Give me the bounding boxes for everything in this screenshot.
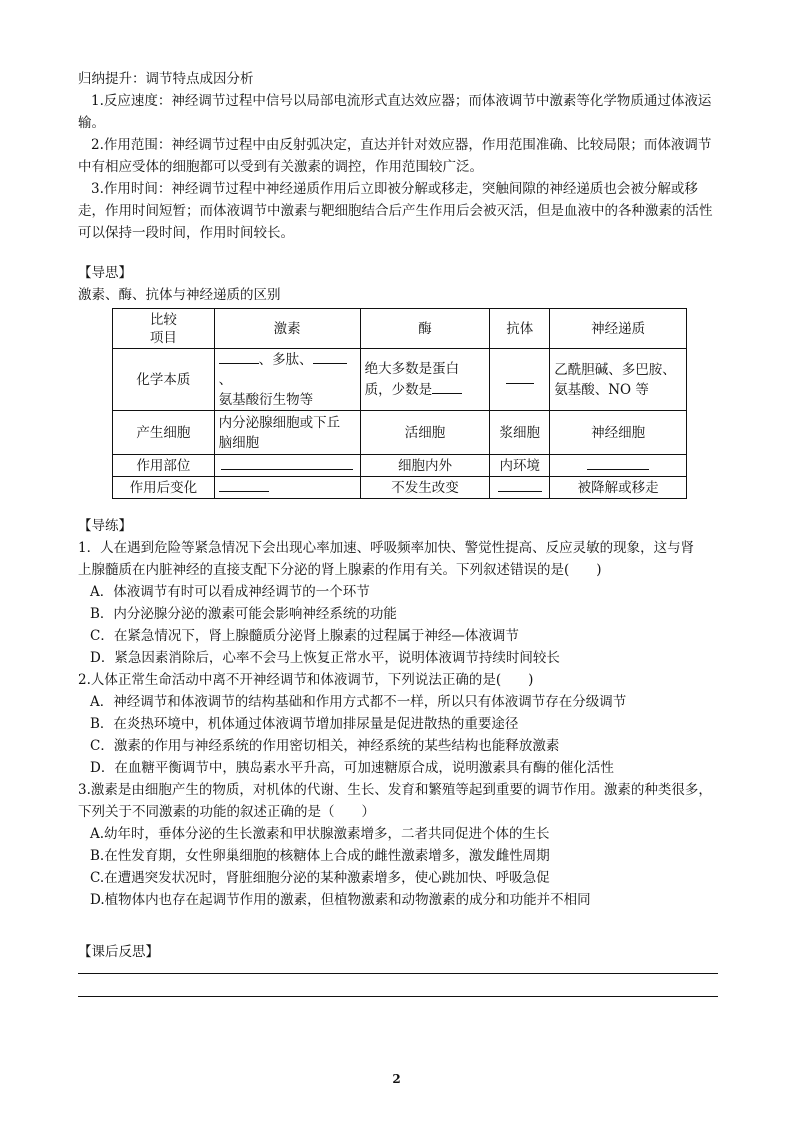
question-1 bbox=[78, 537, 718, 669]
worksheet-page bbox=[78, 68, 718, 997]
fill-blank[interactable] bbox=[313, 349, 347, 364]
option-a[interactable]: A．神经调节和体液调节的结构基础和作用方式都不一样，所以只有体液调节存在分级调节 bbox=[90, 694, 627, 710]
question-stem: 上腺髓质在内脏神经的直接支配下分泌的肾上腺素的作用有关。下列叙述错误的是( ) bbox=[78, 562, 602, 578]
neuro-chemical-cell bbox=[550, 349, 687, 411]
option-c[interactable]: C.在遭遇突发状况时，肾脏细胞分泌的某种激素增多，使心跳加快、呼吸急促 bbox=[90, 870, 550, 886]
question-stem: 1．人在遇到危险等紧急情况下会出现心率加速、呼吸频率加快、警觉性提高、反应灵敏的现象，这与肾 bbox=[78, 540, 695, 556]
row-label: 作用后变化 bbox=[113, 477, 215, 499]
row-label: 产生细胞 bbox=[113, 411, 215, 455]
option-d[interactable]: D．在血糖平衡调节中，胰岛素水平升高，可加速糖原合成，说明激素具有酶的催化活性 bbox=[90, 760, 614, 776]
question-2 bbox=[78, 669, 718, 779]
reflection-line[interactable] bbox=[78, 996, 718, 997]
corner-label-item: 项目 bbox=[149, 329, 177, 346]
fill-blank[interactable] bbox=[219, 477, 269, 492]
enzyme-cell: 活细胞 bbox=[360, 411, 490, 455]
option-b[interactable]: B．在炎热环境中，机体通过体液调节增加排尿量是促进散热的重要途径 bbox=[90, 716, 519, 732]
table-row bbox=[113, 477, 687, 499]
option-c[interactable]: C．在紧急情况下，肾上腺髓质分泌肾上腺素的过程属于神经—体液调节 bbox=[90, 628, 519, 644]
enzyme-cell: 细胞内外 bbox=[360, 455, 490, 477]
option-d[interactable]: D.植物体内也存在起调节作用的激素，但植物激素和动物激素的成分和功能并不相同 bbox=[90, 892, 591, 908]
enzyme-cell: 不发生改变 bbox=[360, 477, 490, 499]
option-b[interactable]: B.在性发育期，女性卵巢细胞的核糖体上合成的雌性激素增多，激发雌性周期 bbox=[90, 848, 550, 864]
fill-blank[interactable] bbox=[221, 455, 353, 470]
hormone-cell bbox=[214, 455, 360, 477]
fill-blank[interactable] bbox=[432, 379, 462, 394]
reflection-heading: 【课后反思】 bbox=[78, 944, 159, 960]
fill-blank[interactable] bbox=[587, 455, 649, 470]
summary-item: 2.作用范围：神经调节过程中由反射弧决定，直达并针对效应器，作用范围准确、比较局限；而体液调节中有相应受体的细胞都可以受到有关激素的调控，作用范围较广泛。 bbox=[78, 137, 712, 175]
corner-label-compare: 比较 bbox=[149, 311, 177, 328]
column-header: 酶 bbox=[360, 309, 490, 349]
antibody-cell: 浆细胞 bbox=[490, 411, 550, 455]
summary-title: 归纳提升：调节特点成因分析 bbox=[78, 71, 254, 87]
hormone-chemical-cell bbox=[214, 349, 360, 411]
summary-item: 1.反应速度：神经调节过程中信号以局部电流形式直达效应器；而体液调节中激素等化学物质通过体液运输。 bbox=[78, 93, 712, 131]
reflection-line[interactable] bbox=[78, 973, 718, 974]
summary-section bbox=[78, 68, 718, 244]
table-row bbox=[113, 411, 687, 455]
question-stem: 3.激素是由细胞产生的物质，对机体的代谢、生长、发育和繁殖等起到重要的调节作用。激素的种类很多， bbox=[78, 782, 712, 798]
enzyme-chemical-cell bbox=[360, 349, 490, 411]
fill-blank[interactable] bbox=[498, 477, 542, 492]
fill-blank[interactable] bbox=[506, 369, 534, 384]
hormone-cell bbox=[214, 411, 360, 455]
comparison-table bbox=[112, 308, 687, 499]
row-label: 化学本质 bbox=[113, 349, 215, 411]
cell-text: 、 bbox=[218, 372, 233, 388]
guide-thinking-heading: 【导思】 bbox=[78, 265, 132, 281]
antibody-chemical-cell bbox=[490, 349, 550, 411]
question-3 bbox=[78, 779, 718, 911]
cell-text: 乙酰胆碱、多巴胺、 bbox=[554, 361, 676, 378]
option-b[interactable]: B．内分泌腺分泌的激素可能会影响神经系统的功能 bbox=[90, 606, 397, 622]
comparison-subtitle: 激素、酶、抗体与神经递质的区别 bbox=[78, 287, 281, 303]
cell-text: 绝大多数是蛋白 bbox=[364, 361, 460, 377]
summary-item: 3.作用时间：神经调节过程中神经递质作用后立即被分解或移走，突触间隙的神经递质也会被分解或移走，作用时间短暂；而体液调节中激素与靶细胞结合后产生作用后会被灭活，但是血液中的各种激素的活性可以保持一段时间，作用时间较长。 bbox=[78, 181, 713, 241]
fill-blank[interactable] bbox=[219, 349, 259, 364]
neuro-cell bbox=[550, 455, 687, 477]
cell-text: 质，少数是 bbox=[364, 382, 433, 398]
antibody-cell: 内环境 bbox=[490, 455, 550, 477]
question-stem: 2.人体正常生命活动中离不开神经调节和体液调节，下列说法正确的是( ) bbox=[78, 672, 534, 688]
cell-text: 氨基酸衍生物等 bbox=[218, 392, 314, 408]
guide-thinking-section bbox=[78, 262, 718, 499]
question-stem: 下列关于不同激素的功能的叙述正确的是（ ） bbox=[78, 804, 375, 820]
option-a[interactable]: A.幼年时，垂体分泌的生长激素和甲状腺激素增多，二者共同促进个体的生长 bbox=[90, 826, 550, 842]
cell-text: 内分泌腺细胞或下丘 bbox=[218, 414, 341, 431]
table-row bbox=[113, 349, 687, 411]
neuro-cell: 被降解或移走 bbox=[550, 477, 687, 499]
table-corner-cell bbox=[113, 309, 215, 349]
table-header-row bbox=[113, 309, 687, 349]
antibody-cell bbox=[490, 477, 550, 499]
column-header: 激素 bbox=[214, 309, 360, 349]
column-header: 抗体 bbox=[490, 309, 550, 349]
cell-text: 、多肽、 bbox=[258, 352, 313, 368]
table-row bbox=[113, 455, 687, 477]
row-label: 作用部位 bbox=[113, 455, 215, 477]
option-a[interactable]: A．体液调节有时可以看成神经调节的一个环节 bbox=[90, 584, 370, 600]
guide-practice-heading: 【导练】 bbox=[78, 518, 132, 534]
cell-text: 氨基酸、NO 等 bbox=[554, 381, 649, 398]
option-c[interactable]: C．激素的作用与神经系统的作用密切相关，神经系统的某些结构也能释放激素 bbox=[90, 738, 560, 754]
hormone-cell bbox=[214, 477, 360, 499]
page-number: 2 bbox=[392, 1072, 401, 1086]
option-d[interactable]: D．紧急因素消除后，心率不会马上恢复正常水平，说明体液调节持续时间较长 bbox=[90, 650, 560, 666]
reflection-section bbox=[78, 941, 718, 997]
cell-text: 脑细胞 bbox=[218, 434, 260, 451]
guide-practice-section bbox=[78, 515, 718, 911]
neuro-cell: 神经细胞 bbox=[550, 411, 687, 455]
column-header: 神经递质 bbox=[550, 309, 687, 349]
